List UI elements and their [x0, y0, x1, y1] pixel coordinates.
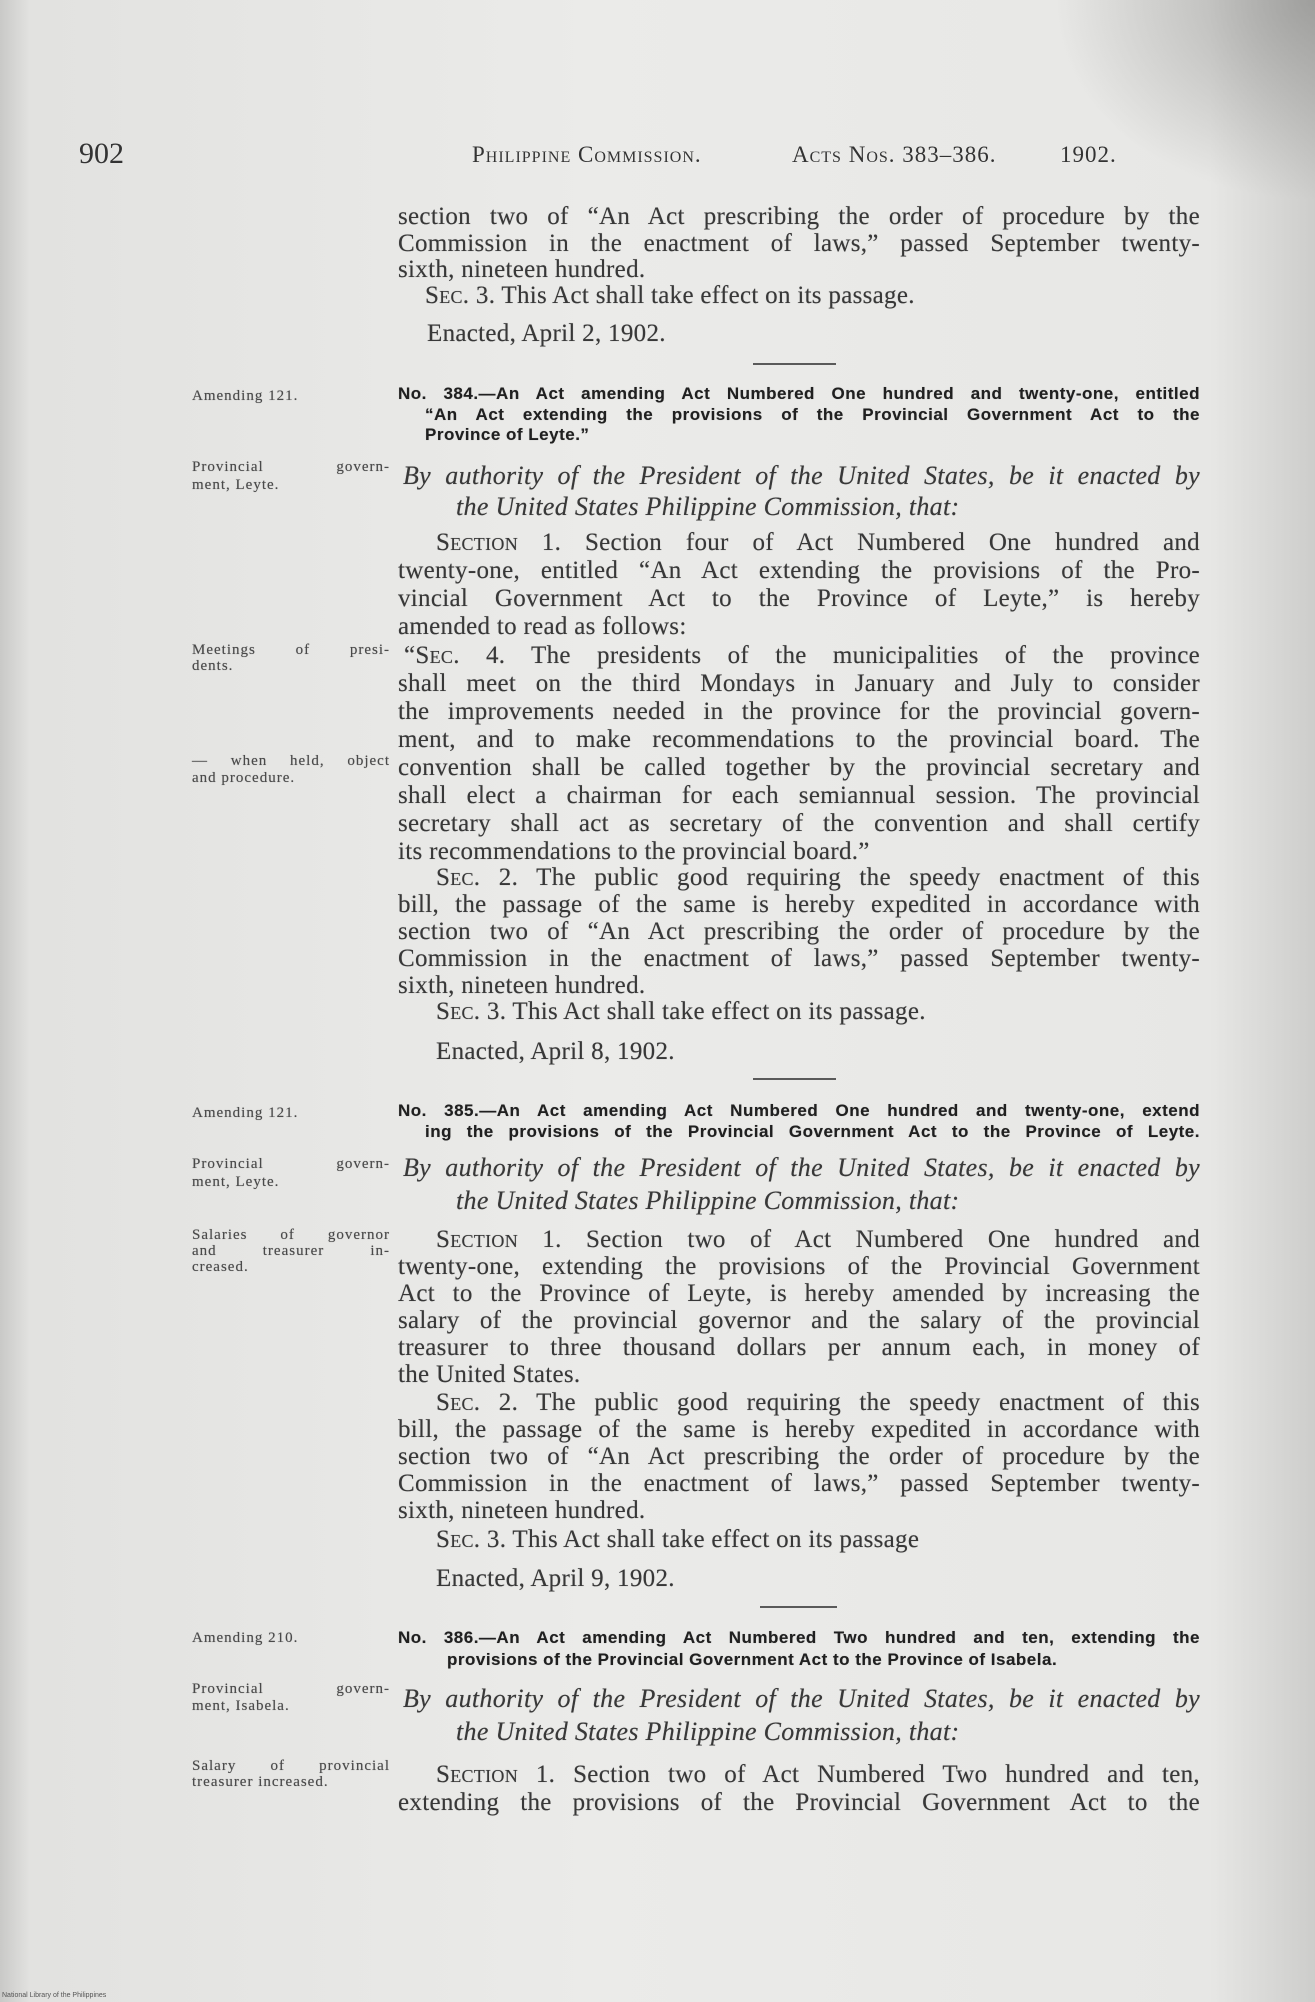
margin-note: Provincial govern-	[192, 1681, 390, 1697]
section-label: Section	[436, 1761, 518, 1788]
text-line: extending the provisions of the Provincial Government Act to the	[398, 1789, 1200, 1816]
section-rule	[753, 1078, 836, 1080]
section-text: 3. This Act shall take effect on its passage.	[475, 282, 915, 309]
text-line: section two of “An Act prescribing the order of procedure by the	[398, 1443, 1200, 1470]
section-text: 1. Section two of Act Numbered Two hundred and ten,	[535, 1761, 1200, 1788]
margin-note: Amending 210.	[192, 1630, 299, 1646]
enacting-clause-line: By authority of the President of the United States, be it enacted by	[403, 1684, 1200, 1713]
margin-note: creased.	[192, 1259, 249, 1275]
margin-note: ment, Leyte.	[192, 477, 280, 493]
page-number: 902	[79, 137, 124, 170]
scan-footer: National Library of the Philippines	[2, 1992, 107, 1999]
act-title-line: ing the provisions of the Provincial Government Act to the Province of Leyte.	[425, 1122, 1200, 1141]
section-text: 1. Section four of Act Numbered One hundred and	[541, 529, 1200, 556]
margin-note: Meetings of presi-	[192, 642, 390, 658]
section-label: Sec.	[425, 282, 470, 309]
section-line	[425, 282, 1200, 310]
text-line: the United States.	[398, 1361, 581, 1388]
section-text: 2. The public good requiring the speedy enactment of this	[498, 864, 1200, 891]
text-line: its recommendations to the provincial board.”	[398, 838, 870, 865]
section-line	[436, 1226, 1200, 1254]
text-line: Commission in the enactment of laws,” passed September twenty-	[398, 1470, 1200, 1497]
margin-note: Amending 121.	[192, 1105, 299, 1121]
margin-note: Amending 121.	[192, 388, 299, 404]
section-line	[436, 529, 1200, 557]
text-line: amended to read as follows:	[398, 613, 687, 640]
section-label: Section	[436, 1226, 518, 1253]
act-title-line: provisions of the Provincial Government Act to the Province of Isabela.	[447, 1650, 1058, 1669]
text-line: Commission in the enactment of laws,” passed September twenty-	[398, 945, 1200, 972]
section-text: 4. The presidents of the municipalities of the province	[485, 642, 1200, 669]
margin-note: treasurer increased.	[192, 1774, 329, 1790]
text-line: section two of “An Act prescribing the order of procedure by the	[398, 203, 1200, 230]
section-line	[436, 1389, 1200, 1417]
act-title-line: No. 384.—An Act amending Act Numbered One hundred and twenty-one, entitled	[398, 384, 1200, 403]
section-text: 3. This Act shall take effect on its passage.	[486, 998, 926, 1025]
margin-note: — when held, object	[192, 753, 390, 769]
text-line: convention shall be called together by the provincial secretary and	[398, 754, 1200, 781]
act-title-line: No. 386.—An Act amending Act Numbered Two hundred and ten, extending the	[398, 1628, 1200, 1647]
act-title-line: Province of Leyte.”	[425, 425, 590, 444]
section-line	[404, 642, 1200, 670]
enacting-clause-line: By authority of the President of the United States, be it enacted by	[403, 461, 1200, 490]
act-title-line: No. 385.—An Act amending Act Numbered One hundred and twenty-one, extend	[398, 1101, 1200, 1120]
text-line: sixth, nineteen hundred.	[398, 1497, 646, 1524]
text-line: treasurer to three thousand dollars per annum each, in money of	[398, 1334, 1200, 1361]
section-label: Sec.	[436, 864, 481, 891]
section-text: 1. Section two of Act Numbered One hundred and	[542, 1226, 1200, 1253]
text-line: bill, the passage of the same is hereby expedited in accordance with	[398, 891, 1200, 918]
enacted-date: Enacted, April 9, 1902.	[436, 1565, 675, 1592]
text-line: the improvements needed in the province for the provincial govern-	[398, 698, 1200, 725]
text-line: salary of the provincial governor and the salary of the provincial	[398, 1307, 1200, 1334]
text-line: secretary shall act as secretary of the convention and shall certify	[398, 810, 1200, 837]
margin-note: ment, Isabela.	[192, 1698, 290, 1714]
enacting-clause-line: the United States Philippine Commission, that:	[456, 1717, 960, 1746]
enacting-clause-line: By authority of the President of the United States, be it enacted by	[403, 1153, 1200, 1182]
section-label: “Sec.	[404, 642, 460, 669]
section-rule	[753, 363, 836, 365]
enacted-date: Enacted, April 2, 1902.	[427, 320, 666, 347]
text-line: ment, and to make recommendations to the provincial board. The	[398, 726, 1200, 753]
text-line: bill, the passage of the same is hereby expedited in accordance with	[398, 1416, 1200, 1443]
margin-note: Salaries of governor	[192, 1227, 390, 1243]
margin-note: dents.	[192, 658, 234, 674]
enacting-clause-line: the United States Philippine Commission, that:	[456, 1186, 960, 1215]
text-line: twenty-one, entitled “An Act extending the provisions of the Pro-	[398, 557, 1200, 584]
text-line: vincial Government Act to the Province of Leyte,” is hereby	[398, 585, 1200, 612]
margin-note: Salary of provincial	[192, 1758, 390, 1774]
text-line: shall elect a chairman for each semiannual session. The provincial	[398, 782, 1200, 809]
section-rule	[760, 1606, 837, 1608]
running-head-title: Philippine Commission.	[472, 142, 702, 167]
running-head-year: 1902.	[1060, 142, 1117, 167]
text-line: sixth, nineteen hundred.	[398, 256, 646, 283]
margin-note: and treasurer in-	[192, 1243, 390, 1259]
section-text: 3. This Act shall take effect on its passage	[486, 1526, 920, 1553]
enacted-date: Enacted, April 8, 1902.	[436, 1038, 675, 1065]
text-line: sixth, nineteen hundred.	[398, 972, 646, 999]
text-line: section two of “An Act prescribing the order of procedure by the	[398, 918, 1200, 945]
act-title-line: “An Act extending the provisions of the Provincial Government Act to the	[425, 405, 1200, 424]
section-line	[436, 1761, 1200, 1789]
text-line: twenty-one, extending the provisions of the Provincial Government	[398, 1253, 1200, 1280]
text-line: shall meet on the third Mondays in January and July to consider	[398, 670, 1200, 697]
section-line	[436, 1526, 1200, 1554]
margin-note: ment, Leyte.	[192, 1174, 280, 1190]
text-line: Commission in the enactment of laws,” passed September twenty-	[398, 230, 1200, 257]
section-label: Sec.	[436, 1526, 481, 1553]
section-text: 2. The public good requiring the speedy enactment of this	[498, 1389, 1200, 1416]
section-line	[436, 864, 1200, 892]
section-line	[436, 998, 1200, 1026]
text-line: Act to the Province of Leyte, is hereby amended by increasing the	[398, 1280, 1200, 1307]
section-label: Sec.	[436, 1389, 481, 1416]
section-label: Section	[436, 529, 518, 556]
running-head-acts: Acts Nos. 383–386.	[792, 142, 997, 167]
margin-note: and procedure.	[192, 770, 296, 786]
section-label: Sec.	[436, 998, 481, 1025]
enacting-clause-line: the United States Philippine Commission, that:	[456, 492, 960, 521]
margin-note: Provincial govern-	[192, 459, 390, 475]
margin-note: Provincial govern-	[192, 1156, 390, 1172]
